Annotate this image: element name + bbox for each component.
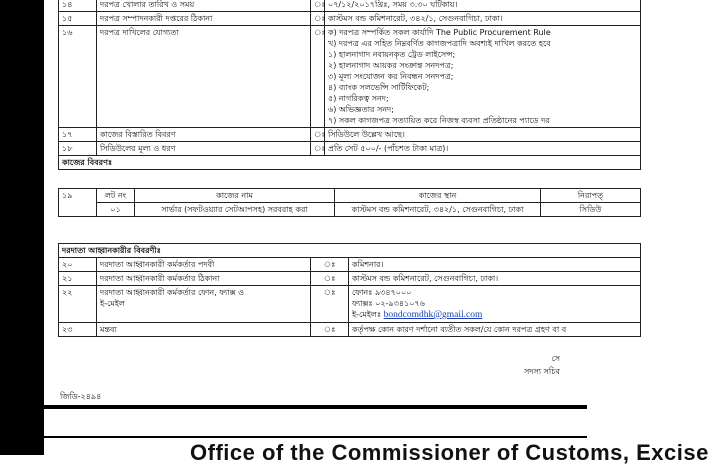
list-item: ৬) অভিজ্ঞতার সনদ; [328,105,394,114]
work-place: কাস্টমস বন্ড কমিশনারেট, ৩৪২/১, সেগুনবাগিচা, ঢাকা [335,203,541,217]
list-item: খ) দরপত্র এর সহিত নিম্নবর্ণিত কাগজপত্রাদি অবশ্যই দাখিল করতে হবে [328,39,551,48]
colon: ঃ [311,0,325,12]
row-number: ২২ [59,286,97,323]
list-item: ৭) সকল কাগজপত্র সত্যায়িত করে নিজস্ব ব্যবসা প্রতিষ্ঠানের প্যাডে দর [328,116,550,125]
section-heading-row [59,244,641,258]
table-row [59,12,641,26]
row-number: ২০ [59,258,97,272]
colon: ঃ [311,142,325,156]
row-number: ১৬ [59,26,97,128]
fax-number: ফ্যাক্সঃ ০২-৯৩৪১০৭৬ [352,299,425,308]
row-number: ১৪ [59,0,97,12]
colon: ঃ [311,272,349,286]
tender-notice-paper [44,0,604,405]
signature-line: সে [551,354,560,363]
list-item: ৩) মূল্য সংযোজন কর নিবন্ধন সনদপত্র; [328,72,454,81]
column-header-work-name: কাজের নাম [135,189,335,203]
row-label: দরদাতা আহ্বানকারী কর্মকর্তার ঠিকানা [97,272,311,286]
work-details-table [58,188,641,217]
table-row [59,0,641,12]
row-number: ১৫ [59,12,97,26]
list-item: ক) দরপত্র সম্পর্কিত সকল কার্যাদি The Public Procurement Rule [328,28,551,37]
left-dark-margin [0,0,44,455]
caller-details-table [58,243,641,337]
divider-thick [44,405,587,409]
table-row [59,323,641,337]
row-label: মন্তব্য [97,323,311,337]
row-value: কর্তৃপক্ষ কোন কারণ দর্শানো ব্যতীত সকল/যে কোন দরপত্র গ্রহণ বা ব [349,323,641,337]
lot-number: ০১ [97,203,135,217]
row-number: ২১ [59,272,97,286]
row-label: সিডিউলের মূল্য ও ধরণ [97,142,311,156]
email-prefix: ই-মেইলঃ [352,310,382,319]
table-row [59,258,641,272]
row-value: প্রতি সেট ৫০০/- (পাঁচশত টাকা মাত্র)। [325,142,641,156]
security-value: সিডিউ [541,203,641,217]
colon: ঃ [311,258,349,272]
row-number: ১৯ [59,189,97,217]
row-label: কাজের বিস্তারিত বিবরণ [97,128,311,142]
email-link[interactable]: bondcomdhk@gmail.com [383,310,483,320]
table-row [59,26,641,128]
contact-label [97,286,311,323]
row-value: কমিশনার। [349,258,641,272]
table-row [59,128,641,142]
row-label: দরপত্র দাখিলের যোগ্যতা [97,26,311,128]
list-item: ৪) ব্যাংক সলভেন্সি সার্টিফিকেট; [328,83,430,92]
eligibility-list [325,26,641,128]
table-row [59,142,641,156]
row-value: কাস্টমস বন্ড কমিশনারেট, ৩৪২/১, সেগুনবাগিচা, ঢাকা। [325,12,641,26]
table-header-row [59,189,641,203]
signature-title: সদস্য সচিব [524,367,560,376]
row-number: ২৩ [59,323,97,337]
row-value: ০৭/১২/২০১৭খ্রিঃ, সময় ৩.৩০ ঘটিকায়। [325,0,641,12]
caller-section-heading: দরদাতা আহ্বানকারীর বিবরণীঃ [59,244,641,258]
colon: ঃ [311,26,325,128]
row-label: দরপত্র খোলার তারিখ ও সময় [97,0,311,12]
table-row [59,272,641,286]
row-label: দরদাতা আহ্বানকারী কর্মকর্তার পদবী [97,258,311,272]
contact-label-line: দরদাতা আহ্বানকারী কর্মকর্তার ফোন, ফ্যাক্স ও [100,288,245,297]
row-value: কাস্টমস বন্ড কমিশনারেট, সেগুনবাগিচা, ঢাকা। [349,272,641,286]
colon: ঃ [311,286,349,323]
list-item: ২) হালনাগাদ আয়কর সংক্রান্ত সনদপত্র; [328,61,454,70]
next-notice-heading: Office of the Commissioner of Customs, Excise [190,440,709,465]
document-code: জিডি-২৪৯৪ [60,392,102,401]
row-number: ১৮ [59,142,97,156]
row-label: দরপত্র সম্পাদনকারী দপ্তরের ঠিকানা [97,12,311,26]
tender-info-table [58,0,641,170]
work-section-heading: কাজের বিবরণঃ [59,156,641,170]
column-header-lot: লট নং [97,189,135,203]
email-line [352,309,637,321]
section-heading-row [59,156,641,170]
contact-label-line: ই-মেইল [100,299,125,308]
signature-block [524,353,560,379]
colon: ঃ [311,323,349,337]
table-row [59,286,641,323]
work-name: সার্ভার (সফটওয়্যার সেটআপসহ) সরবরাহ করা [135,203,335,217]
colon: ঃ [311,12,325,26]
contact-value [349,286,641,323]
column-header-security: নিরাপত্ [541,189,641,203]
table-row [59,203,641,217]
list-item: ৫) নাগরিকত্ব সনদ; [328,94,389,103]
colon: ঃ [311,128,325,142]
phone-number: ফোনঃ ৯৩৪৭০০০ [352,288,412,297]
row-number: ১৭ [59,128,97,142]
row-value: সিডিউলে উল্লেখ আছে। [325,128,641,142]
list-item: ১) হালনাগাদ নবায়নকৃত ট্রেড লাইসেন্স; [328,50,456,59]
divider-thin [44,436,587,438]
column-header-work-place: কাজের স্থান [335,189,541,203]
